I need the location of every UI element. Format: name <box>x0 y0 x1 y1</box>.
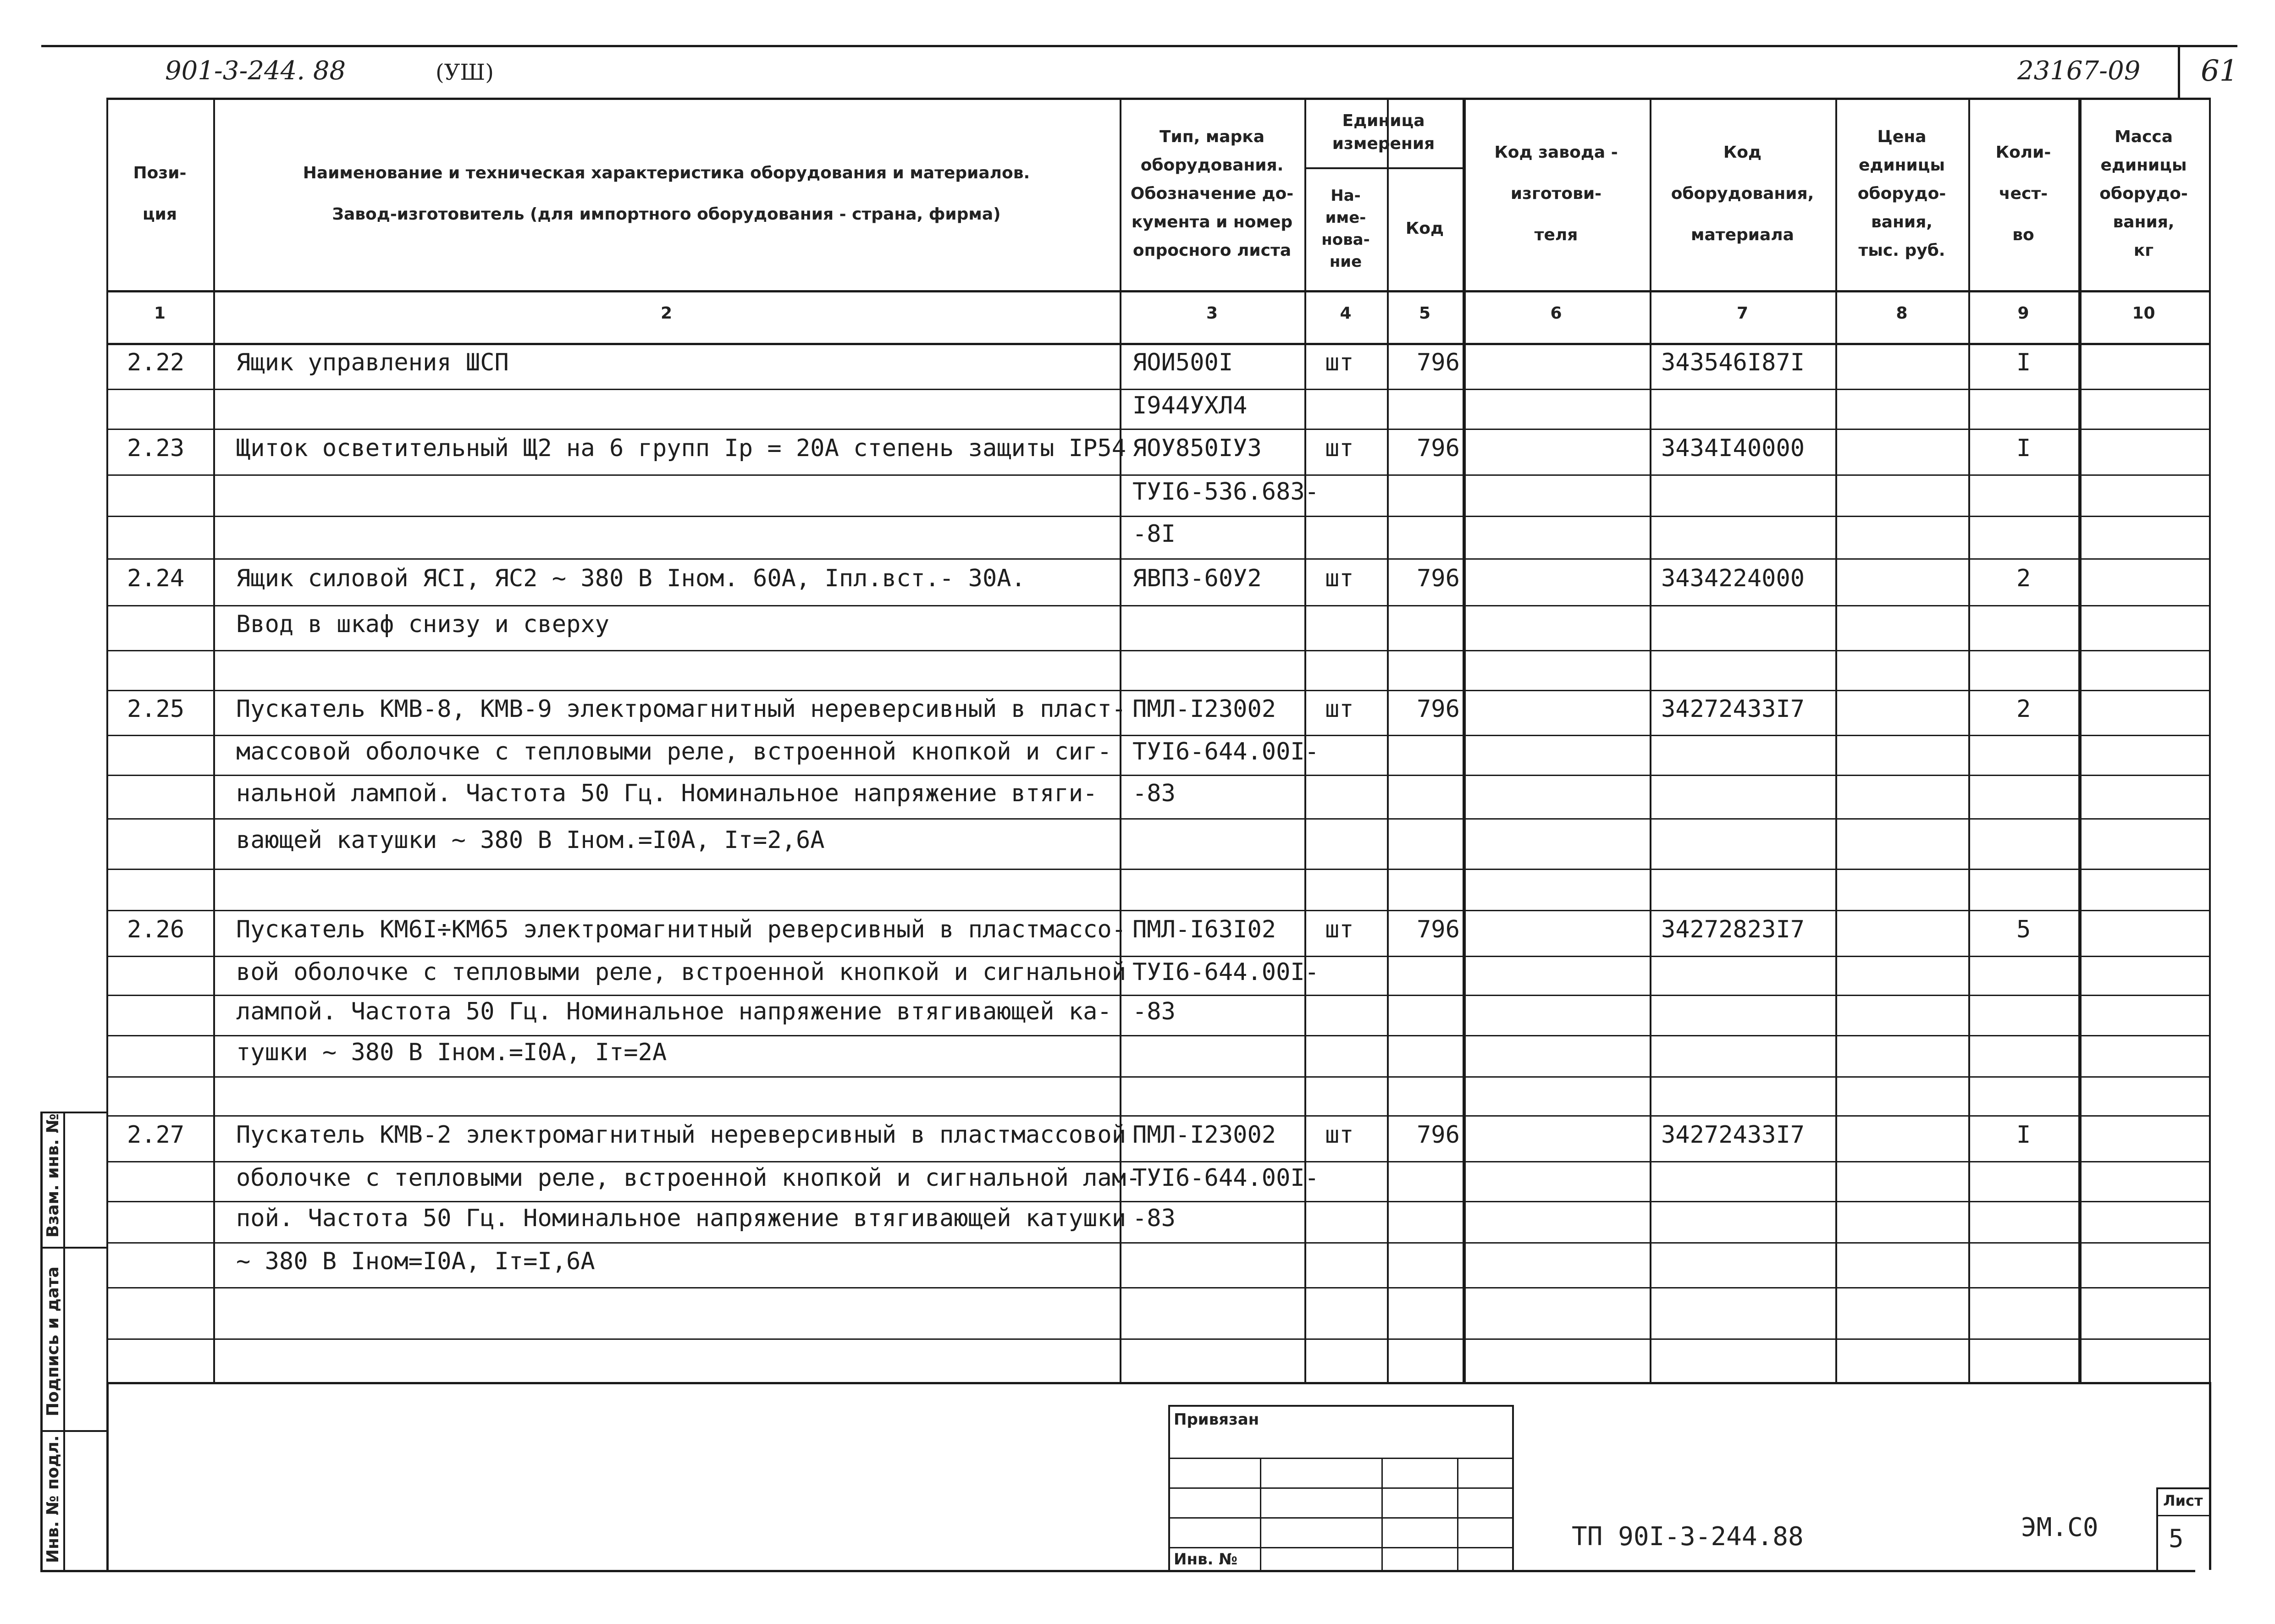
column-header-8 <box>1835 98 1968 290</box>
row-line-20 <box>106 1201 2209 1202</box>
list-box-top <box>2156 1487 2209 1489</box>
column-header-10-line: оборудо- <box>2099 184 2188 203</box>
side-stamp-line-1 <box>40 1247 106 1249</box>
cell-unit: шт <box>1325 435 1354 462</box>
cell-quantity: 5 <box>2016 916 2031 943</box>
row-line-8 <box>106 690 2209 691</box>
cell-name: лампой. Частота 50 Гц. Номинальное напряжение втягивающей ка- <box>236 998 1112 1025</box>
column-header-3-line: Обозначение до- <box>1130 184 1294 203</box>
column-line-5 <box>1463 98 1466 1382</box>
column-header-9-line: Коли- <box>1995 143 2051 162</box>
column-header-4-line: нова- <box>1321 231 1370 249</box>
list-box-left <box>2156 1487 2158 1570</box>
cell-type: ТУI6-644.00I- <box>1132 738 1319 765</box>
column-header-6-line: Код завода - <box>1494 143 1618 162</box>
column-header-8-line: оборудо- <box>1857 184 1946 203</box>
cell-name: Ящик управления ШСП <box>236 349 509 376</box>
cell-type: ЯВП3-60У2 <box>1132 565 1262 592</box>
cell-unit: шт <box>1325 349 1354 376</box>
cell-equipment-code: 343546I87I <box>1661 349 1805 376</box>
cell-name: вой оболочке с тепловыми реле, встроенной кнопкой и сигнальной <box>236 958 1126 986</box>
row-line-15 <box>106 995 2209 996</box>
cell-position: 2.26 <box>127 916 185 943</box>
column-header-10-line: единицы <box>2100 156 2187 175</box>
frame-right-lower <box>2209 1382 2211 1570</box>
page-number: 61 <box>2201 54 2238 88</box>
column-number-7: 7 <box>1736 304 1749 323</box>
column-header-6-line: теля <box>1534 226 1578 244</box>
cell-unit-code: 796 <box>1417 565 1460 592</box>
column-header-10-line: Масса <box>2114 127 2173 146</box>
cell-unit: шт <box>1325 695 1354 723</box>
row-line-22 <box>106 1287 2209 1288</box>
column-header-4-line: име- <box>1325 209 1366 227</box>
column-header-10-line: вания, <box>2113 213 2175 231</box>
row-line-4 <box>106 516 2209 517</box>
column-number-8: 8 <box>1896 304 1908 323</box>
column-header-8-line: единицы <box>1858 156 1945 175</box>
row-line-21 <box>106 1242 2209 1244</box>
column-header-3-line: кумента и номер <box>1131 213 1293 231</box>
stamp-line-3 <box>1168 1517 1512 1519</box>
row-line-6 <box>106 605 2209 606</box>
column-line-8 <box>1968 98 1970 1382</box>
cell-type: ТУI6-644.00I- <box>1132 958 1319 986</box>
cell-type: -83 <box>1132 1205 1176 1232</box>
row-line-7 <box>106 650 2209 651</box>
column-header-4 <box>1304 167 1387 290</box>
project-designation: ТП 90I-3-244.88 <box>1572 1522 1804 1552</box>
column-line-10 <box>2209 98 2211 1382</box>
column-header-3-line: Тип, марка <box>1159 127 1265 146</box>
column-number-3: 3 <box>1206 304 1218 323</box>
cell-name: тушки ~ 380 В Iном.=I0А, Iт=2А <box>236 1039 667 1066</box>
cell-equipment-code: 34272433I7 <box>1661 695 1805 723</box>
column-header-5 <box>1387 167 1463 290</box>
cell-name: Пускатель КМВ-2 электромагнитный нереверсивный в пластмассовой <box>236 1121 1126 1149</box>
cell-unit-code: 796 <box>1417 695 1460 723</box>
cell-quantity: I <box>2016 435 2031 462</box>
column-number-10: 10 <box>2132 304 2155 323</box>
stamp-line-2 <box>1168 1487 1512 1489</box>
cell-name: Ввод в шкаф снизу и сверху <box>236 611 609 638</box>
stamp-col-2 <box>1381 1458 1383 1570</box>
column-header-3 <box>1120 98 1304 290</box>
stamp-attached-label: Привязан <box>1174 1410 1259 1429</box>
cell-position: 2.22 <box>127 349 185 376</box>
row-line-17 <box>106 1076 2209 1078</box>
list-box-mid <box>2156 1515 2209 1516</box>
cell-unit: шт <box>1325 565 1354 592</box>
column-header-2-line: Наименование и техническая характеристика оборудования и материалов. <box>303 164 1030 182</box>
order-code: 23167-09 <box>2017 56 2141 86</box>
stamp-right <box>1512 1405 1514 1570</box>
row-line-18 <box>106 1115 2209 1117</box>
cell-quantity: 2 <box>2016 565 2031 592</box>
column-header-7-line: оборудования, <box>1671 184 1814 203</box>
cell-type: ПМЛ-I63I02 <box>1132 916 1276 943</box>
cell-type: ПМЛ-I23002 <box>1132 1121 1276 1149</box>
side-label-signature-date: Подпись и дата <box>44 1266 62 1416</box>
column-header-3-line: оборудования. <box>1140 156 1284 175</box>
page-box-top <box>2178 45 2237 47</box>
row-line-12 <box>106 869 2209 870</box>
unit-group-header <box>1304 98 1463 167</box>
stamp-col-1 <box>1260 1458 1261 1570</box>
column-number-9: 9 <box>2017 304 2029 323</box>
cell-type: ЯОИ500I <box>1132 349 1233 376</box>
table-bottom-border <box>106 1382 2209 1384</box>
column-number-2: 2 <box>660 304 673 323</box>
row-line-3 <box>106 474 2209 476</box>
cell-type: ПМЛ-I23002 <box>1132 695 1276 723</box>
header-bottom-border <box>106 290 2209 292</box>
cell-quantity: I <box>2016 349 2031 376</box>
stamp-col-3 <box>1457 1458 1458 1570</box>
cell-name: вающей катушки ~ 380 В Iном.=I0А, Iт=2,6А <box>236 826 825 854</box>
column-header-8-line: тыс. руб. <box>1858 241 1945 260</box>
cell-type: ТУI6-536.683- <box>1132 478 1319 506</box>
column-line-1 <box>213 98 215 1382</box>
side-stamp-line-2 <box>40 1430 106 1432</box>
column-header-3-line: опросного листа <box>1132 241 1292 260</box>
cell-name: Ящик силовой ЯСI, ЯС2 ~ 380 В Iном. 60А, Iпл.вст.- 30А. <box>236 565 1026 592</box>
column-header-1-line: Пози- <box>133 164 187 182</box>
cell-name: Щиток осветительный Щ2 на 6 групп Iр = 20А степень защиты IP54 <box>236 435 1126 462</box>
cell-position: 2.24 <box>127 565 185 592</box>
column-header-7-line: Код <box>1723 143 1762 162</box>
cell-name: Пускатель КМВ-8, КМВ-9 электромагнитный нереверсивный в пласт- <box>236 695 1126 723</box>
cell-equipment-code: 3434224000 <box>1661 565 1805 592</box>
column-number-5: 5 <box>1419 304 1431 323</box>
row-line-2 <box>106 429 2209 430</box>
column-header-10 <box>2078 98 2209 290</box>
cell-position: 2.27 <box>127 1121 185 1149</box>
cell-type: -83 <box>1132 779 1176 807</box>
cell-type: ЯОУ850IУ3 <box>1132 435 1262 462</box>
side-stamp-divider <box>63 1112 65 1570</box>
cell-unit-code: 796 <box>1417 435 1460 462</box>
cell-unit-code: 796 <box>1417 916 1460 943</box>
row-line-19 <box>106 1161 2209 1162</box>
cell-unit-code: 796 <box>1417 349 1460 376</box>
unit-group-header-line: Единица <box>1342 111 1425 130</box>
cell-type: -8I <box>1132 520 1176 548</box>
row-line-5 <box>106 558 2209 560</box>
stamp-inventory-label: Инв. № <box>1174 1550 1238 1569</box>
unit-group-header-line: измерения <box>1332 134 1435 153</box>
column-header-8-line: вания, <box>1871 213 1933 231</box>
document-code: 901-3-244. 88 <box>165 56 346 86</box>
row-line-23 <box>106 1338 2209 1340</box>
row-line-1 <box>106 389 2209 390</box>
column-header-2 <box>213 98 1120 290</box>
column-header-6-line: изготови- <box>1510 184 1602 203</box>
drawing-mark: ЭМ.С0 <box>2021 1513 2098 1542</box>
row-line-14 <box>106 956 2209 957</box>
column-header-4-line: ние <box>1329 253 1362 271</box>
cell-equipment-code: 34272433I7 <box>1661 1121 1805 1149</box>
column-numbers-bottom-border <box>106 343 2209 345</box>
cell-unit-code: 796 <box>1417 1121 1460 1149</box>
cell-name: нальной лампой. Частота 50 Гц. Номинальное напряжение втяги- <box>236 779 1098 807</box>
column-line-7 <box>1835 98 1837 1382</box>
column-line-9 <box>2078 98 2082 1382</box>
column-header-9-line: чест- <box>1999 184 2048 203</box>
column-line-4 <box>1387 98 1389 1382</box>
row-line-13 <box>106 910 2209 911</box>
row-line-11 <box>106 818 2209 820</box>
document-code-suffix: (УШ) <box>436 60 494 85</box>
column-header-7-line: материала <box>1691 226 1794 244</box>
cell-quantity: I <box>2016 1121 2031 1149</box>
cell-name: Пускатель КМ6I÷КМ65 электромагнитный реверсивный в пластмассо- <box>236 916 1126 943</box>
column-header-6 <box>1463 98 1650 290</box>
cell-quantity: 2 <box>2016 695 2031 723</box>
cell-name: пой. Частота 50 Гц. Номинальное напряжение втягивающей катушки <box>236 1205 1126 1232</box>
top-rule <box>41 45 2178 47</box>
column-number-6: 6 <box>1550 304 1562 323</box>
column-header-5-line: Код <box>1405 219 1444 238</box>
column-header-7 <box>1650 98 1835 290</box>
cell-type: -83 <box>1132 998 1176 1025</box>
column-header-9-line: во <box>2012 226 2034 244</box>
cell-equipment-code: 3434I40000 <box>1661 435 1805 462</box>
column-header-2-line: Завод-изготовитель (для импортного оборудования - страна, фирма) <box>332 205 1001 224</box>
side-label-replacement-inventory: Взам. инв. № <box>44 1113 62 1238</box>
stamp-top <box>1168 1405 1512 1407</box>
sheet-number: 5 <box>2169 1524 2184 1553</box>
cell-name: ~ 380 В Iном=I0А, Iт=I,6А <box>236 1248 595 1275</box>
sheet-label: Лист <box>2163 1492 2203 1509</box>
column-header-10-line: кг <box>2133 241 2154 260</box>
cell-position: 2.25 <box>127 695 185 723</box>
column-line-0 <box>106 98 108 1382</box>
column-header-1 <box>106 98 213 290</box>
stamp-line-4 <box>1168 1547 1512 1548</box>
cell-position: 2.23 <box>127 435 185 462</box>
row-line-9 <box>106 735 2209 736</box>
page-box-left <box>2178 45 2180 98</box>
row-line-10 <box>106 775 2209 776</box>
cell-type: I944УХЛ4 <box>1132 391 1248 419</box>
column-header-4-line: На- <box>1331 187 1361 205</box>
cell-unit: шт <box>1325 916 1354 943</box>
column-header-1-line: ция <box>142 205 177 224</box>
cell-name: оболочке с тепловыми реле, встроенной кнопкой и сигнальной лам- <box>236 1164 1141 1192</box>
cell-type: ТУI6-644.00I- <box>1132 1164 1319 1192</box>
cell-unit: шт <box>1325 1121 1354 1149</box>
column-line-6 <box>1650 98 1651 1382</box>
row-line-16 <box>106 1035 2209 1036</box>
column-header-9 <box>1968 98 2078 290</box>
side-label-original-inventory: Инв. № подл. <box>44 1435 62 1563</box>
side-stamp-left-border <box>40 1112 43 1570</box>
cell-equipment-code: 34272823I7 <box>1661 916 1805 943</box>
column-number-4: 4 <box>1340 304 1352 323</box>
page-bottom-border <box>40 1570 2195 1572</box>
column-number-1: 1 <box>154 304 166 323</box>
frame-left-lower <box>106 1382 109 1570</box>
stamp-line-1 <box>1168 1458 1512 1459</box>
cell-name: массовой оболочке с тепловыми реле, встроенной кнопкой и сиг- <box>236 738 1112 765</box>
column-header-8-line: Цена <box>1877 127 1927 146</box>
